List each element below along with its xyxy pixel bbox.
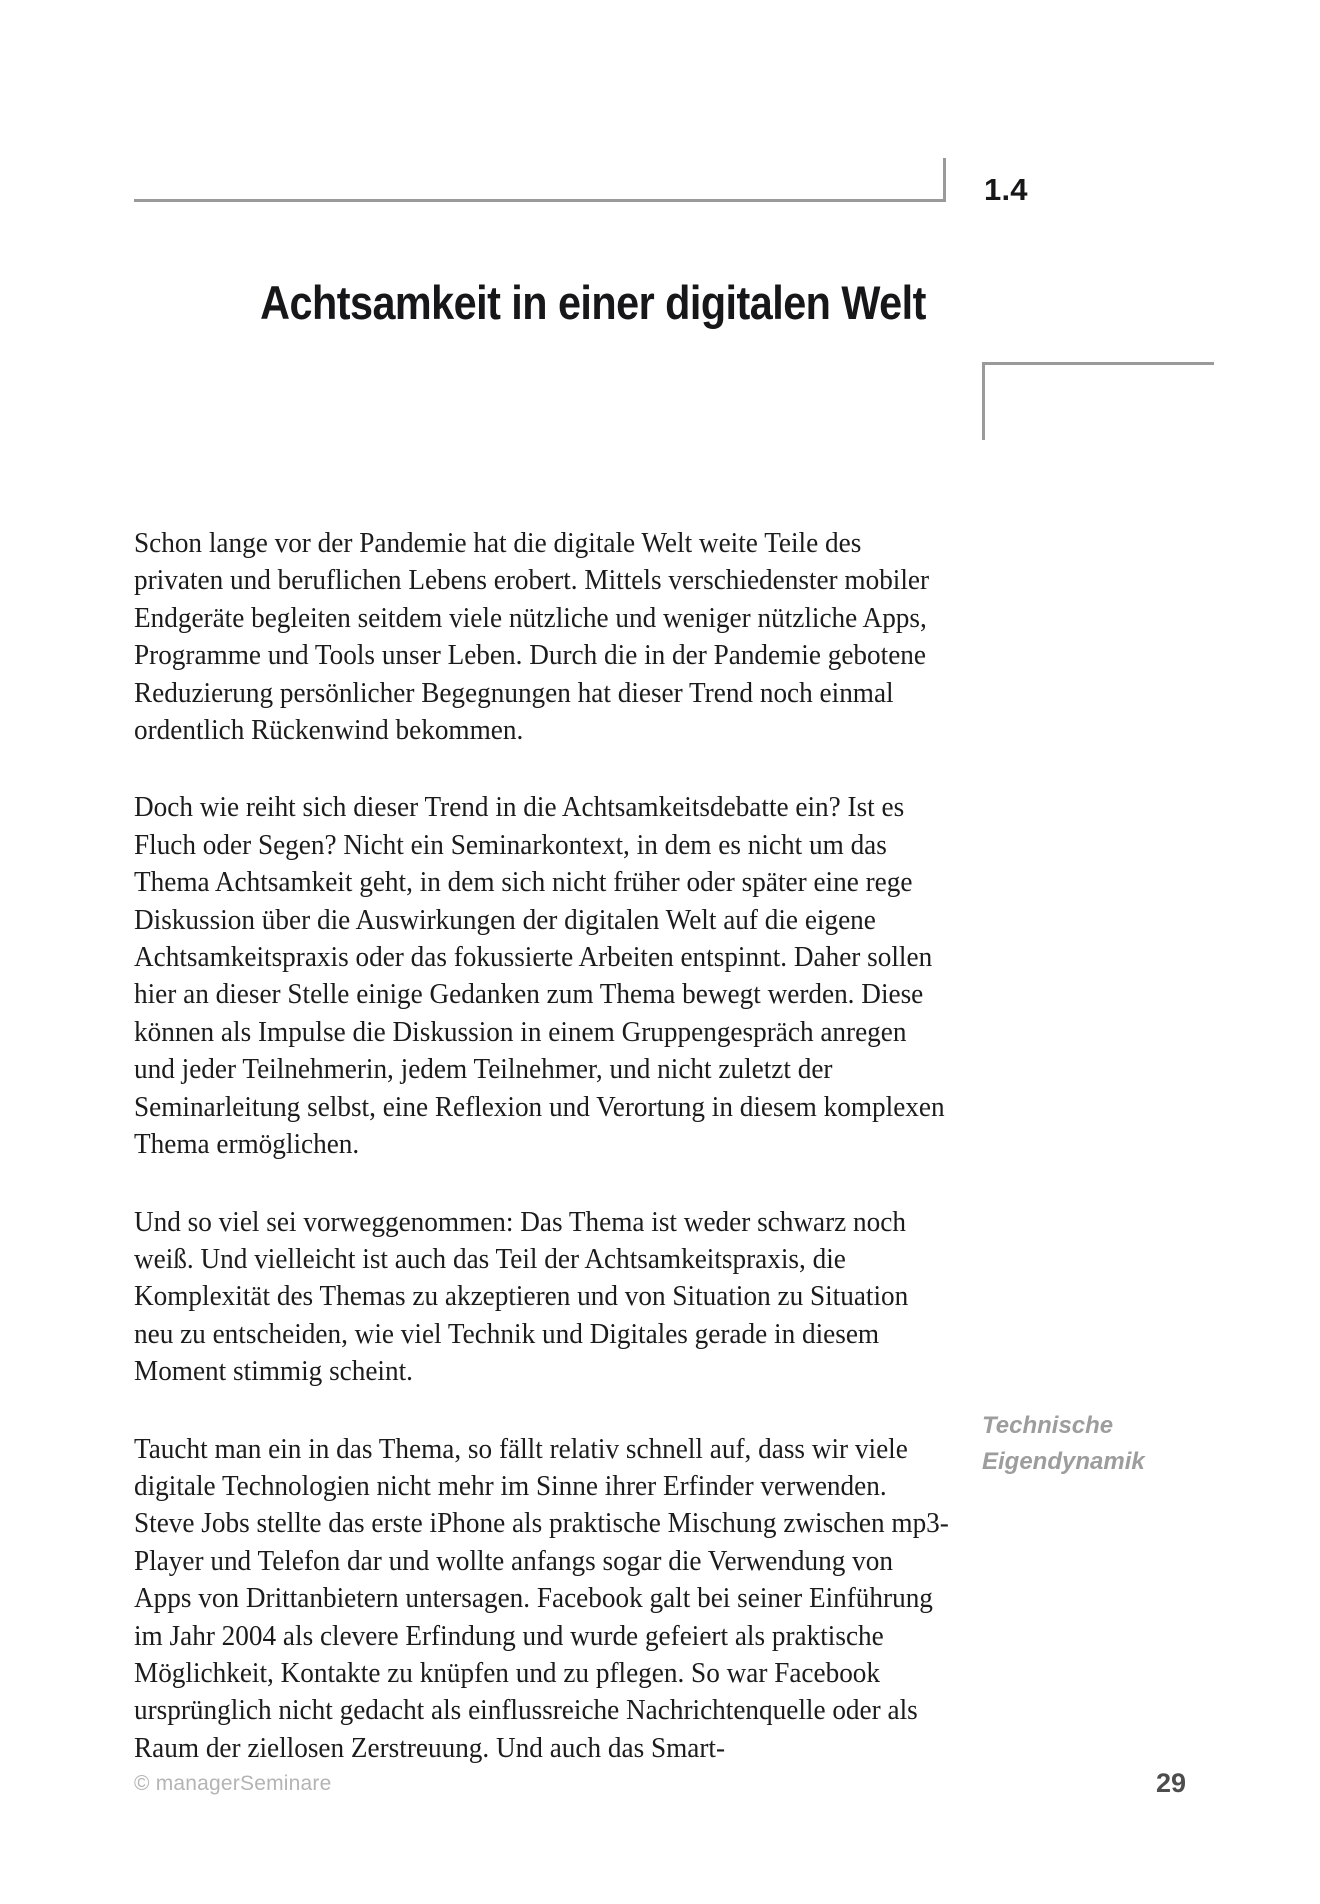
body-paragraph: Und so viel sei vorweggenommen: Das Thema ist weder schwarz noch weiß. Und vielleicht ist auch das Teil der Achtsamkeitspraxis, die Komplexität des Themas zu akzeptieren und von Situation zu Situation neu zu entscheiden, wie viel Technik und Digitales gerade in diesem Moment stimmig scheint. [134, 1206, 909, 1388]
margin-note-line: Technische [982, 1412, 1114, 1439]
page-number: 29 [1155, 1768, 1186, 1798]
body-paragraph: Schon lange vor der Pandemie hat die digitale Welt weite Teile des privaten und beruflichen Lebens erobert. Mittels verschiedenster mobiler Endgeräte begleiten seitdem viele nützliche und weniger nützliche Apps, Programme und Tools unser Leben. Durch die in der Pandemie gebotene Reduzierung persönlicher Begegnungen hat dieser Trend noch einmal ordentlich Rückenwind bekommen. [134, 528, 930, 747]
body-paragraph: Doch wie reiht sich dieser Trend in die Achtsamkeitsdebatte ein? Ist es Fluch oder Segen? Nicht ein Seminarkontext, in dem es nicht um das Thema Achtsamkeit geht, in dem sich nicht früher oder später eine rege Diskussion über die Auswirkungen der digitalen Welt auf die eigene Achtsamkeitspraxis oder das fokussierte Arbeiten entspinnt. Daher sollen hier an dieser Stelle einige Gedanken zum Thema bewegt werden. Diese können als Impulse die Diskussion in einem Gruppengespräch anregen und jeder Teilnehmerin, jedem Teilnehmer, und nicht zuletzt der Seminarleitung selbst, eine Reflexion und Verortung in diesem komplexen Thema ermöglichen. [134, 792, 945, 1161]
body-paragraph: Taucht man ein in das Thema, so fällt relativ schnell auf, dass wir viele digitale Technologien nicht mehr im Sinne ihrer Erfinder verwenden. Steve Jobs stellte das erste iPhone als praktische Mischung zwischen mp3-Player und Telefon dar und wollte anfangs sogar die Verwendung von Apps von Drittanbietern untersagen. Facebook galt bei seiner Einführung im Jahr 2004 als clevere Erfindung und wurde gefeiert als praktische Möglichkeit, Kontakte zu knüpfen und zu pflegen. So war Facebook ursprünglich nicht gedacht als einflussreiche Nachrichtenquelle oder als Raum der ziellosen Zerstreuung. Und auch das Smart- [134, 1433, 949, 1764]
margin-note [982, 1408, 1212, 1480]
margin-bracket-top-edge [982, 362, 1214, 365]
header-rule-tick [943, 158, 946, 202]
margin-note-line: Eigendynamik [982, 1448, 1145, 1475]
chapter-number: 1.4 [984, 172, 1028, 207]
header-rule [134, 199, 946, 202]
body-text-column [134, 525, 950, 1767]
margin-bracket-left-edge [982, 362, 985, 440]
footer-copyright: © managerSeminare [134, 1772, 332, 1795]
chapter-header [134, 150, 1186, 207]
margin-corner-bracket [982, 362, 1214, 440]
page-title: Achtsamkeit in einer digitalen Welt [260, 276, 926, 330]
